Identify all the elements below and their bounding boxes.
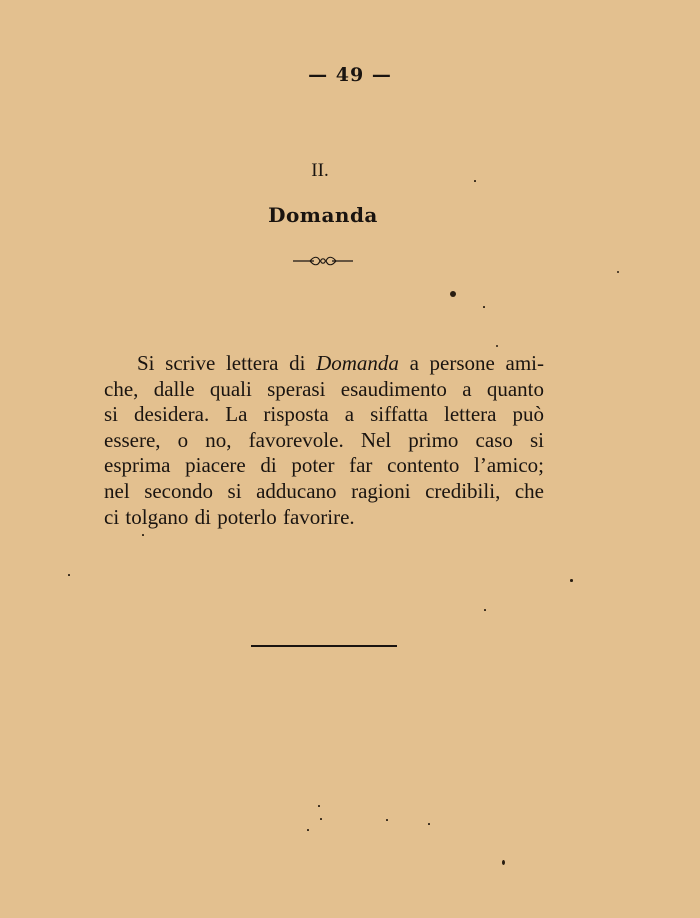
- closing-rule: [251, 645, 397, 647]
- ink-speck: [386, 819, 388, 821]
- body-line-6: nel secondo si adducano ragioni credibili, che: [104, 478, 544, 503]
- ink-speck: [68, 574, 70, 576]
- body-line-2: che, dalle quali sperasi esaudimento a quanto: [104, 376, 544, 401]
- body-line-3: si desidera. La risposta a siffatta lettera può: [104, 402, 544, 427]
- emphasis-domanda: Domanda: [316, 351, 399, 375]
- body-line-5: esprima piacere di poter far contento l’amico;: [104, 453, 544, 478]
- ink-speck: [142, 534, 144, 536]
- body-line-7: ci tolgano di poterlo favorire.: [104, 504, 355, 529]
- ornament-flourish-icon: [292, 254, 354, 268]
- body-line-1: Si scrive lettera di Domanda a persone ami-: [137, 351, 544, 375]
- ink-speck: [428, 823, 430, 825]
- ink-speck: [617, 271, 619, 273]
- page-number: — 49 —: [308, 64, 392, 86]
- section-title: Domanda: [268, 203, 378, 227]
- ink-speck: [484, 609, 486, 611]
- ink-speck: [496, 345, 498, 347]
- ink-speck: [307, 829, 309, 831]
- ink-speck: [502, 860, 505, 865]
- ink-speck: [320, 818, 322, 820]
- ink-speck: [474, 180, 476, 182]
- ink-speck: [570, 579, 573, 582]
- body-line-4: essere, o no, favorevole. Nel primo caso si: [104, 427, 544, 452]
- body-paragraph: [104, 351, 544, 530]
- ink-speck: [483, 306, 485, 308]
- ink-speck: [450, 291, 456, 297]
- chapter-numeral: II.: [311, 160, 329, 181]
- ink-speck: [318, 805, 320, 807]
